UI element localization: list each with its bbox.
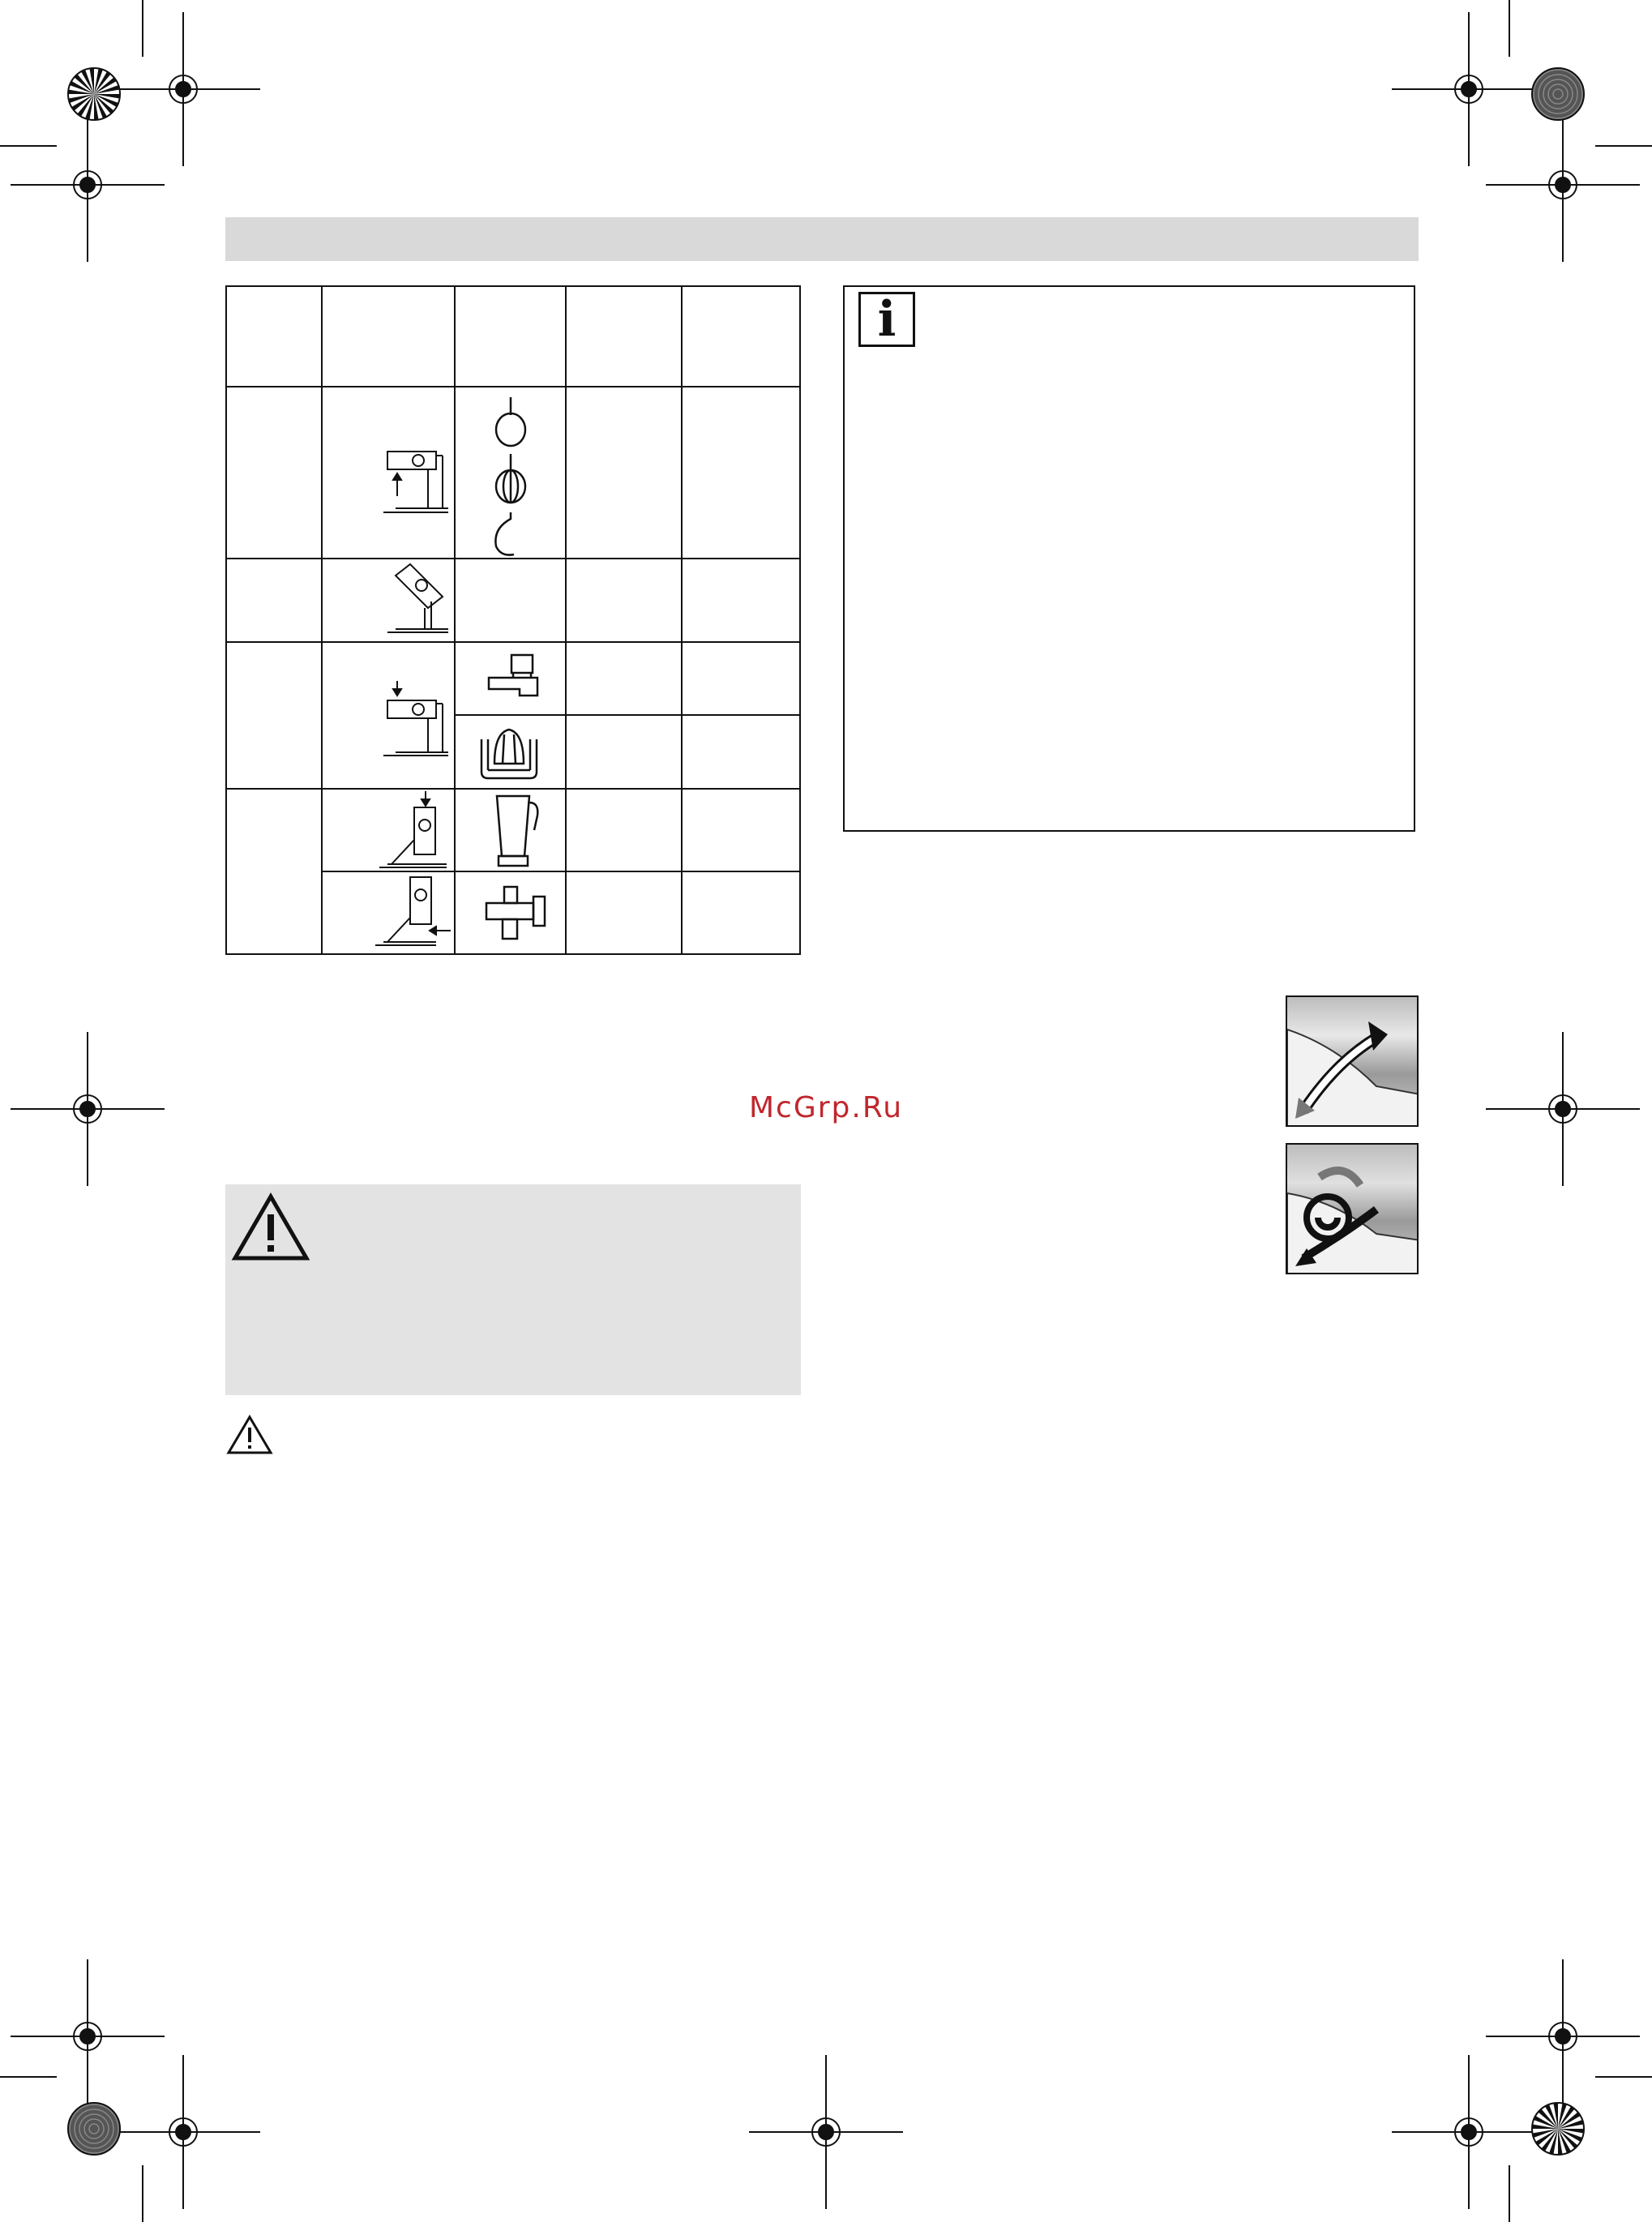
mixer-arm-down-icon <box>379 681 452 758</box>
registration-starburst <box>68 68 120 120</box>
registration-starburst <box>1532 2103 1584 2155</box>
watermark-text: McGrp.Ru <box>749 1091 904 1124</box>
beater-icon <box>486 397 535 454</box>
citrus-press-icon <box>477 723 541 788</box>
accessory-table <box>225 285 801 955</box>
registration-solid-disc <box>1532 68 1584 120</box>
shredder-icon <box>481 650 546 715</box>
whisk-icon <box>486 454 535 511</box>
warning-triangle-icon <box>232 1193 310 1261</box>
registration-solid-disc <box>68 2103 120 2155</box>
info-icon: i <box>858 292 915 347</box>
dough-hook-icon <box>486 512 535 561</box>
blender-jug-icon <box>487 791 544 872</box>
warning-triangle-small-icon <box>226 1415 273 1455</box>
mixer-arm-up-icon <box>379 447 452 520</box>
lever-swivel-photo <box>1286 995 1419 1127</box>
mixer-arm-tilted-icon <box>379 561 452 634</box>
mixer-upright-top-drive-icon <box>375 790 452 871</box>
warning-box <box>225 1184 801 1395</box>
meat-mincer-icon <box>483 884 548 948</box>
info-box <box>843 285 1415 832</box>
header-band <box>225 217 1419 261</box>
mixer-upright-side-drive-icon <box>371 874 452 951</box>
lever-rotate-photo <box>1286 1143 1419 1274</box>
